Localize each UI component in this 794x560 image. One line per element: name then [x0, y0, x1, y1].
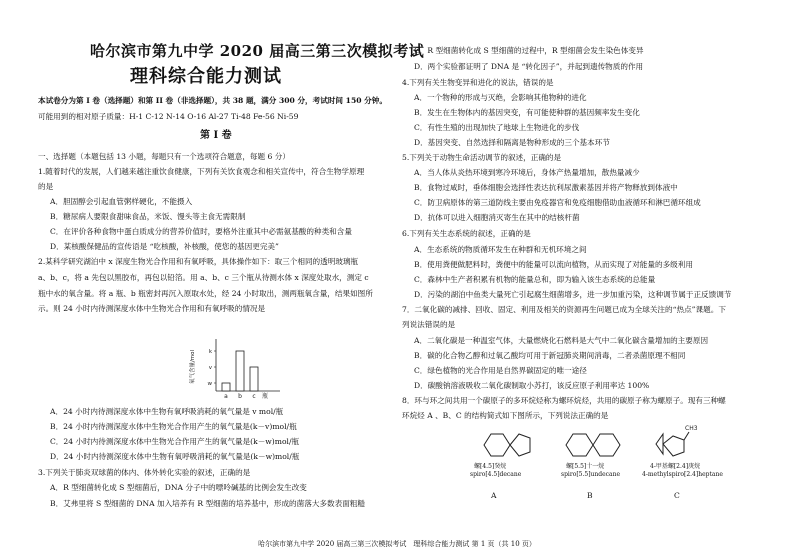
q3-option-c: C．R 型细菌转化成 S 型细菌的过程中，R 型细菌会发生染色体变异 — [414, 46, 644, 55]
q7-option-c: C．绿色植物的光合作用是自然界碳固定的唯一途径 — [414, 366, 587, 375]
molecule-c-en: 4-methylspiro[2.4]heptane — [642, 471, 723, 478]
q2-option-b: B．24 小时内待测深度水体中生物光合作用产生的氧气量是(k－v)mol/瓶 — [50, 422, 297, 431]
q2-option-c: C．24 小时内待测深度水体中生物光合作用产生的氧气量是(k－w)mol/瓶 — [50, 437, 300, 446]
q2-option-a: A．24 小时内待测深度水体中生物有氧呼吸消耗的氧气量是 v mol/瓶 — [50, 407, 284, 416]
exam-notice: 本试卷分为第 I 卷（选择题）和第 II 卷（非选择题），共 38 题，满分 300 分，考试时间 150 分钟。 — [38, 96, 387, 105]
molecule-a-en: spiro[4.5]decane — [470, 471, 522, 478]
atomic-masses: 可能用到的相对原子质量：H-1 C-12 N-14 O-16 Al-27 Ti-48 Fe-56 Ni-59 — [38, 112, 299, 121]
molecule-c-cn: 4-甲基螺[2.4]庚烷 — [650, 463, 701, 470]
q4-option-c: C．有性生殖的出现加快了地球上生物进化的步伐 — [414, 123, 580, 132]
q2-stem-3: 瓶中水的氧含量。将 a 瓶、b 瓶密封再沉入原取水处，经 24 小时取出，测两瓶氧含量，结果如图所 — [38, 289, 373, 298]
q4-option-a: A．一个物种的形成与灭绝，会影响其他物种的进化 — [414, 93, 587, 102]
spiro-decane-structure — [474, 425, 538, 465]
spiro-undecane-structure — [560, 425, 630, 465]
q7-option-b: B．碳的化合物乙醇和过氧乙酸均可用于新冠肺炎期间消毒，二者杀菌原理不相同 — [414, 351, 686, 360]
q2-stem-2: a、b、c，将 a 先包以黑胶布，再包以铅箔。用 a、b、c 三个瓶从待测水体 x 深度处取水，测定 c — [38, 273, 369, 282]
chart-bar-a — [222, 383, 230, 391]
molecule-b-en: spiro[5.5]undecane — [561, 471, 621, 478]
q7-option-a: A．二氧化碳是一种温室气体，大量燃烧化石燃料是大气中二氧化碳含量增加的主要原因 — [414, 336, 709, 345]
q1-stem-2: 的是 — [38, 182, 54, 191]
q2-stem-1: 2.某科学研究湖泊中 x 深度生物光合作用和有氧呼吸，具体操作如下：取三个相同的透明玻璃瓶 — [38, 257, 359, 266]
q5-option-c: C．防卫病原体的第三道防线主要由免疫器官和免疫细胞借助血液循环和淋巴循环组成 — [414, 198, 701, 207]
q4-option-d: D．基因突变、自然选择和隔离是物种形成的三个基本环节 — [414, 138, 610, 147]
oxygen-bar-chart — [186, 333, 286, 403]
chart-x-suffix: 瓶 — [262, 393, 269, 400]
chart-bar-c — [250, 367, 258, 391]
molecule-a-label: A — [491, 491, 497, 500]
q6-option-b: B．使用粪便做肥料时，粪便中的能量可以流向植物，从而实现了对能量的多级利用 — [414, 260, 693, 269]
molecule-b-label: B — [587, 491, 593, 500]
molecule-b-cn: 螺[5.5]十一烷 — [566, 463, 605, 470]
q3-option-d: D．两个实验都证明了 DNA 是 “转化因子”，并起到遗传物质的作用 — [414, 62, 644, 71]
q6-stem: 6.下列有关生态系统的叙述，正确的是 — [402, 229, 531, 238]
q3-option-a: A．R 型细菌转化成 S 型细菌后，DNA 分子中的嘌呤碱基的比例会发生改变 — [50, 483, 307, 492]
part-title: 第 I 卷 — [200, 130, 232, 141]
methylspiro-heptane-structure — [648, 420, 708, 465]
q5-option-d: D．抗体可以进入细胞消灭寄生在其中的结核杆菌 — [414, 213, 580, 222]
q2-option-d: D．24 小时内待测深度水体中生物有氧呼吸消耗的氧气量是(k－w)mol/瓶 — [50, 452, 300, 461]
chart-y-label: 氧气含量/mol — [190, 349, 196, 385]
exam-title: 理科综合能力测试 — [130, 66, 282, 87]
q2-stem-4: 示。则 24 小时内待测深度水体中生物光合作用和有氧呼吸的情况是 — [38, 304, 266, 313]
q1-option-b: B．糖尿病人要限食甜味食品，米饭、馒头等主食无需限制 — [50, 212, 246, 221]
q7-option-d: D．碳酸钠溶液吸收二氧化碳制取小苏打，该反应原子利用率达 100% — [414, 381, 650, 390]
q6-option-c: C．森林中生产者积累有机物的能量总和，即为输入该生态系统的总能量 — [414, 275, 656, 284]
q4-stem: 4.下列有关生物变异和进化的说法，错误的是 — [402, 78, 554, 87]
chart-tick-b: b — [238, 393, 242, 400]
q5-stem: 5.下列关于动物生命活动调节的叙述，正确的是 — [402, 153, 562, 162]
chart-value-label-w: w — [207, 381, 212, 387]
molecule-c-label: C — [674, 491, 680, 500]
q3-option-b: B．艾弗里将 S 型细菌的 DNA 加入培养有 R 型细菌的培养基中，形成的菌落大多数表面粗糙 — [50, 499, 365, 508]
q8-stem-2: 环烷烃 A 、B、C 的结构简式如下图所示，下列说法正确的是 — [402, 411, 609, 420]
chart-bar-b — [236, 351, 244, 391]
q6-option-d: D．污染的湖泊中鱼类大量死亡引起腐生细菌增多，进一步加重污染，这种调节属于正反馈调节 — [414, 290, 732, 299]
q1-option-d: D．某核酸保健品的宣传语是 “吃核酸，补核酸，使您的基因更完美” — [50, 242, 279, 251]
molecule-a-cn: 螺[4.5]癸烷 — [474, 463, 507, 470]
chart-value-label-k: k — [208, 349, 212, 355]
q4-option-b: B．发生在生物体内的基因突变，有可能使种群的基因频率发生变化 — [414, 108, 640, 117]
q5-option-a: A．当人体从炎热环境到寒冷环境后，身体产热量增加，散热量减少 — [414, 168, 640, 177]
chart-value-label-v: v — [208, 365, 212, 371]
q8-stem-1: 8．环与环之间共用一个碳原子的多环烷烃称为螺环烷烃，共用的碳原子称为螺原子。现有三种螺 — [402, 396, 726, 405]
school-title: 哈尔滨市第九中学 2020 届高三第三次模拟考试 — [90, 42, 425, 60]
q5-option-b: B．食物过咸时，垂体细胞会选择性表达抗利尿激素基因并将产物释放到体液中 — [414, 183, 678, 192]
chart-tick-c: c — [252, 393, 256, 400]
q1-stem-1: 1.随着时代的发展，人们越来越注重饮食健康，下列有关饮食观念和相关宣传中，符合生物学原理 — [38, 167, 365, 176]
q1-option-c: C．在评价各种食物中蛋白质成分的营养价值时，要格外注重其中必需氨基酸的种类和含量 — [50, 227, 352, 236]
chart-tick-a: a — [224, 393, 228, 400]
section-title: 一、选择题（本题包括 13 小题，每题只有一个选项符合题意，每题 6 分） — [38, 152, 290, 161]
q3-stem: 3.下列关于肺炎双球菌的体内、体外转化实验的叙述，正确的是 — [38, 468, 251, 477]
q7-stem-2: 列说法错误的是 — [402, 320, 456, 329]
q1-option-a: A．胆固醇会引起血管粥样硬化，不能摄入 — [50, 197, 193, 206]
q6-option-a: A．生态系统的物质循环发生在种群和无机环境之间 — [414, 245, 587, 254]
methyl-group-label: CH3 — [685, 425, 698, 432]
q7-stem-1: 7．二氧化碳的减排、回收、固定、利用及相关的资源再生问题已成为全球关注的“热点”课题。下 — [402, 305, 726, 314]
page-footer: 哈尔滨市第九中学 2020 届高三第三次模拟考试 理科综合能力测试 第 1 页（共 10 页） — [258, 540, 536, 548]
